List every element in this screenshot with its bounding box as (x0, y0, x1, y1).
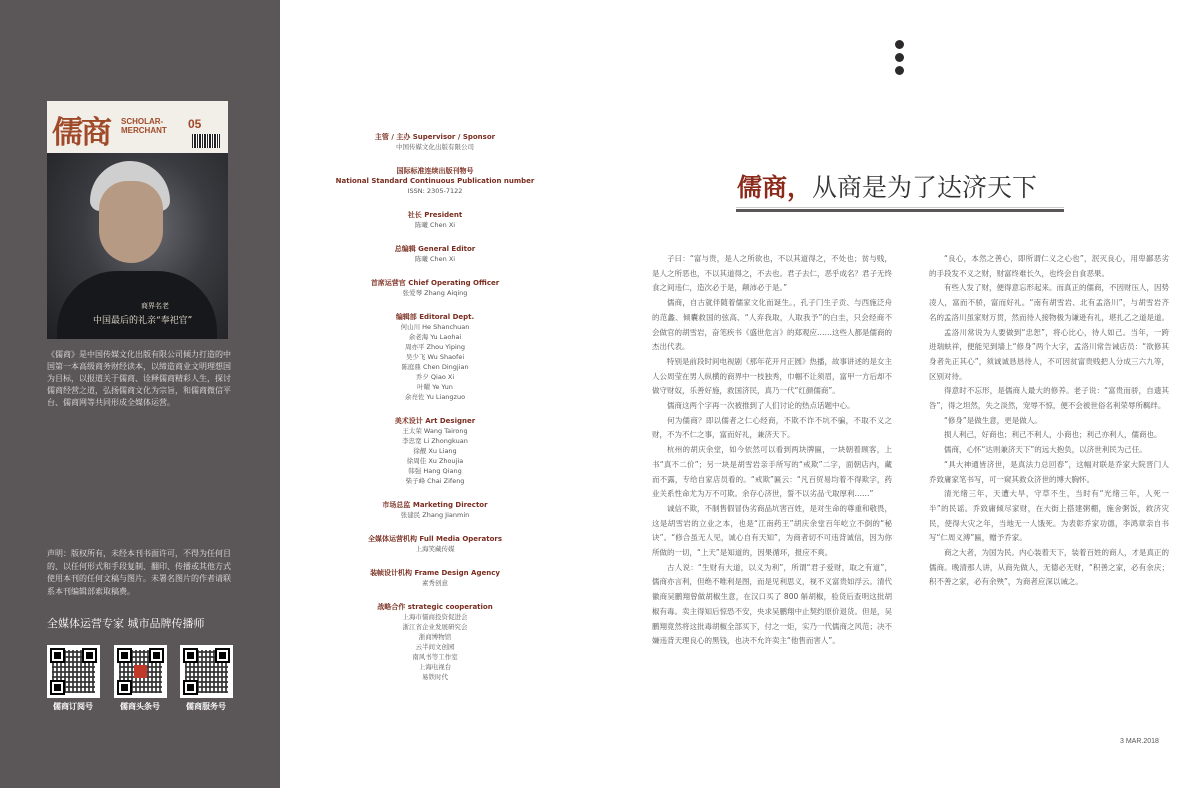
masthead-name: ISSN: 2305-7122 (407, 187, 463, 195)
masthead-name: 易铁时代 (422, 673, 448, 681)
masthead-name: 王太荣 Wang Tairong (402, 427, 468, 435)
masthead-name: 余老海 Yu Laohai (408, 333, 462, 341)
masthead-name: 上海笑藏传媒 (415, 545, 455, 553)
paragraph: 得意时不忘形，是儒商人最大的修养。老子说：“富贵而骄，自遗其咎”，得之坦然，失之淡然，宠辱不惊，便不会被世俗名利荣辱所羁绊。 (929, 386, 1169, 411)
masthead-name: 陈曦 Chen Xi (414, 221, 456, 229)
paragraph: 商之大者，为国为民。内心装着天下，装着百姓的商人，才是真正的儒商。晚清那人讲，从商先做人，无德必无财，“积善之家，必有余庆；积不善之家，必有余殃”，为商者应深以诫之。 (929, 548, 1169, 587)
barcode-icon (192, 134, 220, 148)
masthead-heading: 主管 / 主办 Supervisor / Sponsor (374, 133, 496, 141)
masthead-heading: 市场总监 Marketing Director (382, 501, 488, 509)
qr-code-row (47, 645, 247, 715)
masthead-name: 叶曜 Ye Yun (417, 383, 453, 391)
masthead-group (330, 210, 540, 230)
masthead-group (330, 602, 540, 682)
slogan: 全媒体运营专家 城市品牌传播师 (47, 617, 205, 630)
masthead-group (330, 132, 540, 152)
masthead-name: 上海电视台 (418, 663, 452, 671)
qr-code-icon[interactable] (180, 645, 233, 698)
qr-label: 儒商头条号 (120, 702, 160, 711)
masthead-group (330, 244, 540, 264)
masthead-name: 上海市儒商投资促进会 (402, 613, 468, 621)
cover-english-title: SCHOLAR- MERCHANT (121, 117, 167, 135)
masthead-heading: 美术设计 Art Designer (394, 417, 476, 425)
masthead-name: 陈庭鼎 Chen Dingjian (401, 363, 469, 371)
paragraph: 儒商，自古就伴随着儒家文化而诞生。，孔子门生子贡、与西施泛舟的范蠡、倾囊救国的弦高、“人弃我取，人取我予”的白圭，只会经商不会做官的胡雪岩，奋笔疾书《盛世危言》的郑观应……这些人都是儒商的杰出代表。 (652, 298, 892, 352)
masthead-heading: 国际标准连续出版刊物号 National Standard Continuous Publication number (335, 167, 535, 185)
left-sidebar-panel (0, 0, 280, 788)
masthead-name: 浙江省企业发展研究会 (402, 623, 468, 631)
masthead-group (330, 312, 540, 402)
title-rest: 从商是为了达济天下 (812, 173, 1038, 202)
masthead-name: 韩强 Hang Qiang (408, 467, 462, 475)
masthead-heading: 总编辑 General Editor (394, 245, 476, 253)
paragraph: 古人说：“生财有大道，以义为利”，所谓“君子爱财，取之有道”，儒商亦言利，但绝不唯利是图，而是见利思义，视不义富贵如浮云。清代徽商吴鹏翔曾做胡椒生意，在汉口买了 800 斛胡椒，验货后查明这批胡椒有毒。卖主得知后惊恐不安，央求吴鹏翔中止契约原价退货。但是，吴鹏翔竟然将这批毒胡椒全部买下，付之一炬，实乃一代儒商之风范；决不嫌违背天理良心的黑钱，也决不允许卖主“他售而害人”。 (652, 562, 892, 646)
paragraph: “良心，本然之善心，即所谓仁义之心也”，泯灭良心，用卑鄙恶劣的手段发不义之财，财富终难长久，也终会自食恶果。 (929, 254, 1169, 278)
paragraph: 子曰：“富与贵，是人之所欲也，不以其道得之，不处也；贫与贱，是人之所恶也，不以其道得之，不去也。君子去仁，恶乎成名？君子无终食之间违仁，造次必于是，颠沛必于是。” (652, 254, 892, 293)
masthead-name: 周亦平 Zhou Yiping (404, 343, 466, 351)
masthead-name: 徐周佳 Xu Zhoujia (406, 457, 464, 465)
qr-code-icon[interactable] (47, 645, 100, 698)
masthead-group (330, 416, 540, 486)
masthead-name: 云半间文创园 (415, 643, 455, 651)
paragraph: 儒商，心怀“达则兼济天下”的远大抱负，以济世利民为己任。 (944, 445, 1147, 455)
page-folio: 3 MAR.2018 (1120, 738, 1159, 745)
copyright-statement: 声明：版权所有，未经本刊书面许可，不得为任何目的、以任何形式和手段复制、翻印、传播或其他方式使用本刊的任何文稿与图片。未署名图片的作者请联系本刊编辑部索取稿费。 (47, 549, 231, 596)
masthead-group (330, 568, 540, 588)
cover-logo: 儒商 (52, 115, 110, 151)
article-column-left (652, 252, 892, 649)
paragraph: 有些人发了财，便得意忘形起来。而真正的儒商，不因财压人，因势凌人，富而不骄，富而好礼。“南有胡雪岩、北有孟洛川”，与胡雪岩齐名的孟洛川虽家财万贯，然而待人接物极为谦逊有礼，堪扎乙之道是道。 (929, 283, 1169, 322)
title-underline-thin (736, 207, 1064, 208)
masthead-group (330, 166, 540, 196)
masthead-name: 陈曦 Chen Xi (414, 255, 456, 263)
magazine-cover-image (47, 101, 228, 339)
paragraph: 特别是前段时间电视剧《那年花开月正圆》热播，故事讲述的是女主人公周莹在男人纵横的商界中一枝独秀，巾帼不让须眉，富甲一方后却不做守财奴，乐善好施，救国济民，真乃一代“红颜儒商”。 (652, 356, 892, 396)
paragraph: “具大神通皆济世，是真法力总回春”，这幅对联是乔家大院晋门人乔致庸家笔书写，可一窥其救众济世的博大胸怀。 (929, 459, 1169, 484)
cover-caption-small: 商界名老 (141, 302, 169, 310)
masthead-name: 浙商博物馆 (418, 633, 452, 641)
article-column-right (929, 252, 1169, 590)
masthead-name: 柴子峰 Chai Zifeng (405, 477, 465, 485)
paragraph: “修身”是做生意，更是做人。 (944, 415, 1042, 425)
masthead-name: 余亮佐 Yu Liangzuo (404, 393, 466, 401)
paragraph: 杭州的胡庆余堂，如今依然可以看到两块牌匾，一块朝着顾客，上书“真不二价”；另一块是胡雪岩亲手所写的“戒欺”二字，面朝店内，藏而不露，专给自家店员看的。“戒欺”匾云：“凡百贸易均着不得欺字，药业关系性命尤为万不可欺。余存心济世，誓不以劣品弋取厚利……” (652, 445, 892, 499)
title-underline (736, 209, 1064, 212)
qr-label: 儒商服务号 (186, 702, 226, 711)
paragraph: 诚信不欺，不制售假冒伪劣商品坑害百姓，是对生命的尊重和敬畏，这是胡雪岩的立业之本，也是“江南药王”胡庆余堂百年屹立不倒的“秘诀”。“修合虽无人见，诚心自有天知”，为商者切不可违背诚信，因为你所做的一切，“上天”是知道的，因果循环，报应不爽。 (652, 503, 892, 558)
article-title (737, 168, 1037, 204)
title-emphasis: 儒商， (737, 173, 813, 202)
paragraph: 清光绪三年，天遭大旱，守草不生，当时有“光绪三年，人死一半”的民谣。乔致庸倾尽家财，在大街上搭建粥棚，施舍粥饭，救济灾民，使得大灾之年，当地无一人饿死。为表彰乔家功德，李鸿章亲自书写“仁周义溥”匾，赠予乔家。 (929, 489, 1169, 543)
masthead-group (330, 534, 540, 554)
masthead-name: 吴少飞 Wu Shaofei (405, 353, 465, 361)
masthead-name: 徐靓 Xu Liang (413, 447, 457, 455)
masthead-group (330, 278, 540, 298)
paragraph: 何为儒商？即以儒者之仁心经商，不欺不诈不坑不骗，不取不义之财，不为不仁之事，富而好礼，兼济天下。 (652, 415, 892, 440)
paragraph: 儒商这两个字再一次被推到了人们讨论的热点话题中心。 (667, 401, 855, 411)
masthead-credits (330, 132, 540, 696)
masthead-name: 中国传媒文化出版有限公司 (396, 143, 474, 151)
masthead-heading: 首席运营官 Chief Operating Officer (370, 279, 500, 287)
magazine-intro-text: 《儒商》是中国传媒文化出版有限公司倾力打造的中国第一本高级商务财经读本，以缔造商业文明理想国为目标，以报道关于儒商、诠释儒商精彩人生，探讨儒商经营之道，弘扬儒商文化为宗旨，和儒商微信平台、儒商网等共同形成全媒体运营。 (47, 350, 231, 407)
masthead-group (330, 500, 540, 520)
masthead-name: 张爱琴 Zhang Aiqing (402, 289, 468, 297)
masthead-heading: 战略合作 strategic cooperation (377, 603, 493, 611)
masthead-heading: 全媒体运营机构 Full Media Operators (367, 535, 503, 543)
masthead-name: 何山川 He Shanchuan (400, 323, 470, 331)
masthead-name: 乔夕 Qiao Xi (415, 373, 455, 381)
masthead-heading: 编辑部 Editoral Dept. (395, 313, 475, 321)
cover-caption-main: 中国最后的礼亲“奉祀官” (93, 316, 193, 326)
cover-issue-number: 05 (188, 117, 202, 131)
qr-label: 儒商订阅号 (53, 702, 93, 711)
paragraph: 损人利己，好商也；利己不利人，小商也；利己亦利人，儒商也。 (944, 430, 1162, 440)
masthead-name: 素秀创意 (422, 579, 448, 587)
paragraph: 孟洛川常说为人要做到“忠恕”，将心比心，待人如己。当年，一跨进瑞蚨祥，便能见到墙上“修身”两个大字，孟洛川常告诫店员：“欲修其身者先正其心”，须诚诚恳恳待人，不可因贫富贵贱把人分成三六九等，区别对待。 (929, 327, 1169, 381)
qr-code-icon[interactable] (114, 645, 167, 698)
masthead-name: 李忠宽 Li Zhongkuan (402, 437, 468, 445)
masthead-name: 南风书等工作室 (412, 653, 458, 661)
masthead-name: 张建民 Zhang Jianmin (400, 511, 470, 519)
section-mark-icon (891, 38, 907, 79)
masthead-heading: 社长 President (407, 211, 463, 219)
portrait-face (99, 181, 163, 263)
masthead-heading: 装帧设计机构 Frame Design Agency (370, 569, 500, 577)
